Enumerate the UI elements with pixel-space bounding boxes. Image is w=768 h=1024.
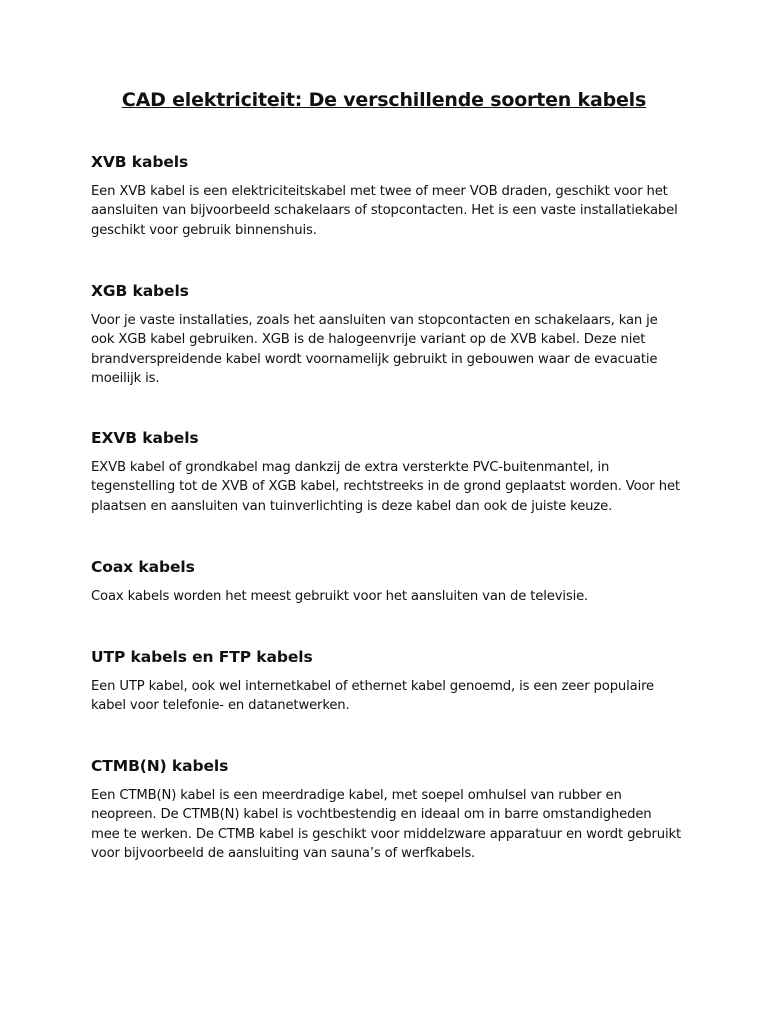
section-paragraph: Voor je vaste installaties, zoals het aansluiten van stopcontacten en schakelaars, kan je ook XGB kabel gebruiken. XGB is de halogeenvrije variant op de XVB kabel. Deze niet brandverspreidende kabel wordt voornamelijk gebruikt in gebouwen waar de evacuatie moeilijk is.: [91, 313, 658, 386]
section-coax: [91, 556, 681, 606]
section-exvb: [91, 427, 681, 516]
section-paragraph: Een UTP kabel, ook wel internetkabel of ethernet kabel genoemd, is een zeer populaire kabel voor telefonie- en datanetwerken.: [91, 679, 655, 714]
section-heading: UTP kabels en FTP kabels: [91, 648, 313, 666]
section-xgb: [91, 280, 681, 388]
section-xvb: [91, 151, 681, 240]
page-title: CAD elektriciteit: De verschillende soorten kabels: [121, 89, 647, 111]
section-paragraph: Een XVB kabel is een elektriciteitskabel met twee of meer VOB draden, geschikt voor het aansluiten van bijvoorbeeld schakelaars of stopcontacten. Het is een vaste installatiekabel geschikt voor gebruik binnenshuis.: [91, 184, 678, 238]
section-heading: EXVB kabels: [91, 429, 199, 447]
section-utp-ftp: [91, 646, 681, 716]
section-ctmb: [91, 755, 681, 863]
section-paragraph: Een CTMB(N) kabel is een meerdradige kabel, met soepel omhulsel van rubber en neopreen. De CTMB(N) kabel is vochtbestendig en ideaal om in barre omstandigheden mee te werken. De CTMB kabel is geschikt voor middelzware apparatuur en wordt gebruikt voor bijvoorbeeld de aansluiting van sauna’s of werfkabels.: [91, 788, 681, 861]
section-heading: CTMB(N) kabels: [91, 757, 229, 775]
section-paragraph: EXVB kabel of grondkabel mag dankzij de extra versterkte PVC-buitenmantel, in tegenstelling tot de XVB of XGB kabel, rechtstreeks in de grond geplaatst worden. Voor het plaatsen en aansluiten van tuinverlichting is deze kabel dan ook de juiste keuze.: [91, 460, 680, 514]
section-heading: Coax kabels: [91, 558, 195, 576]
section-paragraph: Coax kabels worden het meest gebruikt voor het aansluiten van de televisie.: [91, 589, 589, 604]
section-heading: XGB kabels: [91, 282, 189, 300]
section-heading: XVB kabels: [91, 153, 189, 171]
